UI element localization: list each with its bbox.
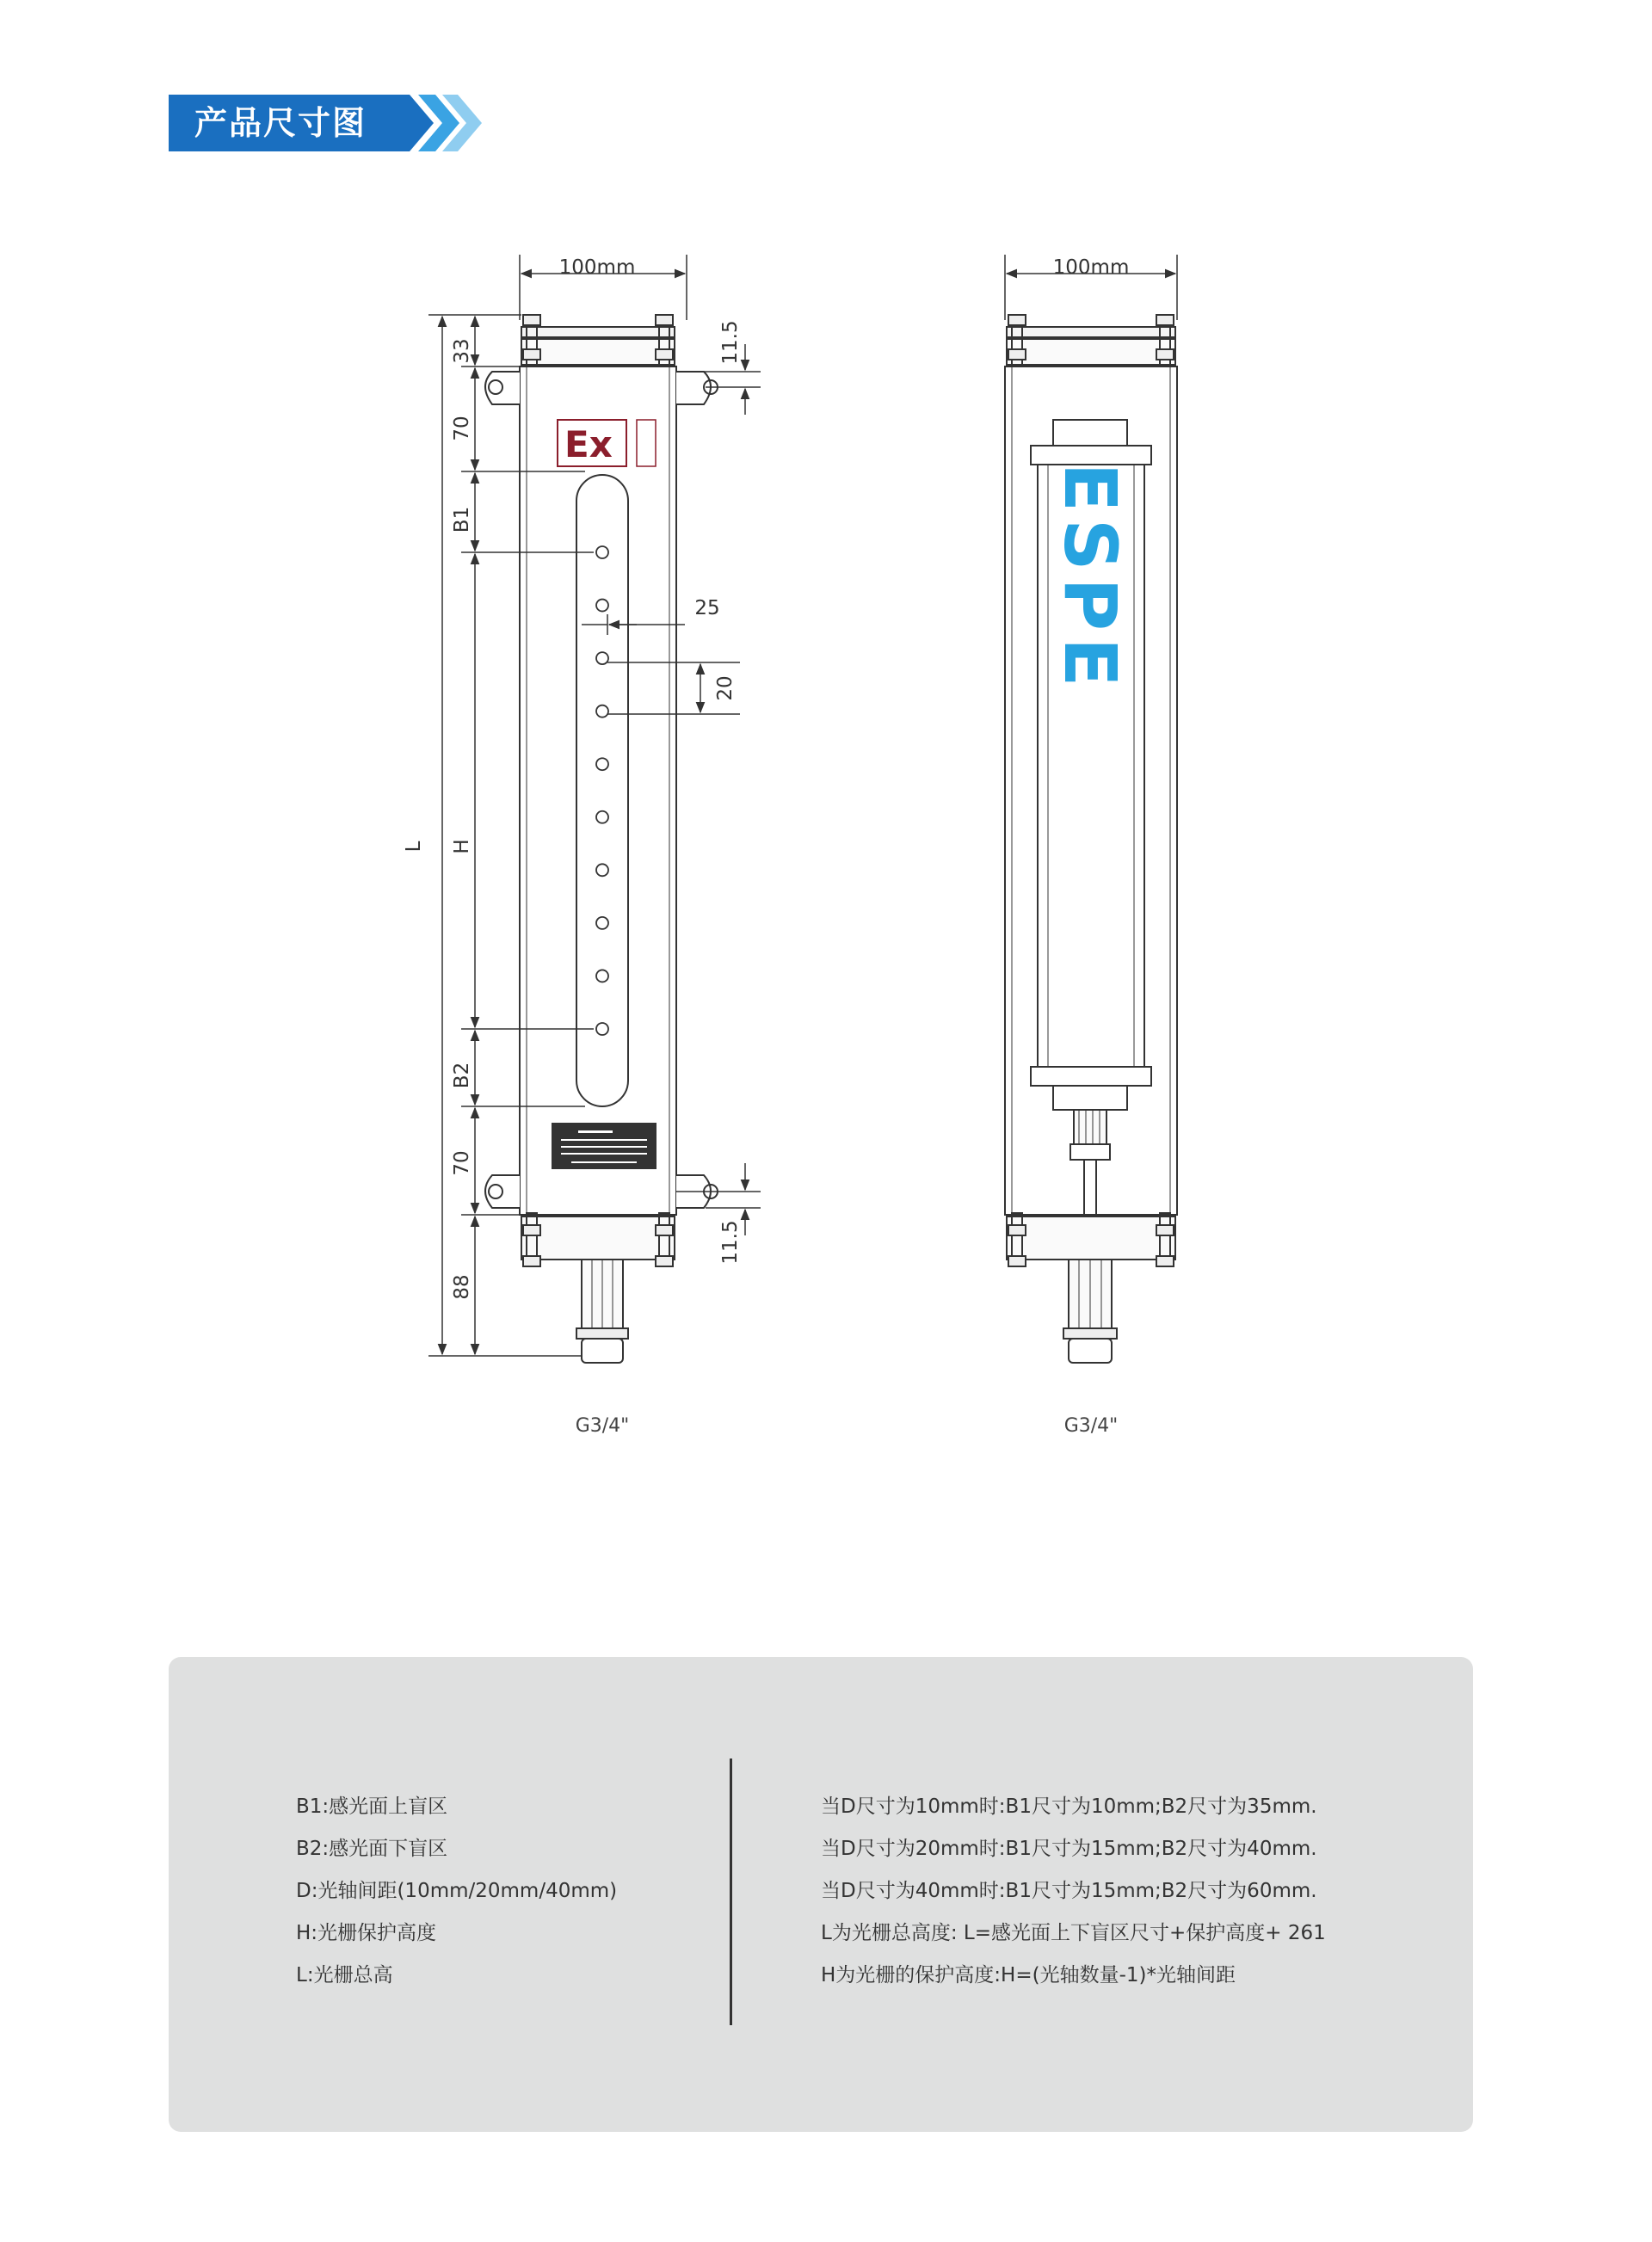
dim-bottom-bracket: 11.5 (719, 1220, 742, 1265)
dim-bottom: 88 (451, 1274, 473, 1300)
left-caption: G3/4" (575, 1415, 630, 1437)
notes-divider (730, 1758, 732, 2025)
beam-hole (596, 864, 608, 876)
beam-hole (596, 546, 608, 558)
beam-hole (596, 970, 608, 982)
right-width-label: 100mm (1052, 256, 1130, 279)
note-d40: 当D尺寸为40mm时:B1尺寸为15mm;B2尺寸为60mm. (821, 1880, 1317, 1902)
note-h-formula: H为光栅的保护高度:H=(光轴数量-1)*光轴间距 (821, 1964, 1236, 1986)
dim-upper-margin: 70 (451, 416, 473, 441)
note-b2: B2:感光面下盲区 (296, 1838, 448, 1860)
dim-b1: B1 (451, 506, 473, 533)
beam-hole (596, 600, 608, 612)
note-b1: B1:感光面上盲区 (296, 1795, 448, 1818)
note-d20: 当D尺寸为20mm时:B1尺寸为15mm;B2尺寸为40mm. (821, 1838, 1317, 1860)
dim-lower-margin: 70 (451, 1150, 473, 1176)
dim-b2: B2 (451, 1062, 473, 1089)
notes-panel (169, 1657, 1473, 2132)
dim-top-bracket: 11.5 (719, 320, 742, 365)
beam-hole (596, 811, 608, 823)
note-l-formula: L为光栅总高度: L=感光面上下盲区尺寸+保护高度+ 261 (821, 1922, 1326, 1944)
beam-hole (596, 705, 608, 718)
dim-total: L (403, 841, 425, 853)
note-l: L:光栅总高 (296, 1964, 393, 1986)
dim-beam-offset: 25 (694, 597, 720, 619)
beam-hole (596, 917, 608, 929)
espe-brand: ESPE (1048, 462, 1132, 694)
dim-h: H (451, 839, 473, 854)
note-h: H:光栅保护高度 (296, 1922, 437, 1944)
notes-right-list (821, 1786, 1326, 1997)
notes-left-list (296, 1786, 617, 1997)
note-d10: 当D尺寸为10mm时:B1尺寸为10mm;B2尺寸为35mm. (821, 1795, 1317, 1818)
beam-hole (596, 652, 608, 664)
ex-mark: Ex (564, 423, 613, 465)
dim-top-cap: 33 (451, 338, 473, 364)
beam-hole (596, 1023, 608, 1035)
section-title: 产品尺寸图 (194, 104, 367, 142)
beam-hole (596, 758, 608, 770)
note-d: D:光轴间距(10mm/20mm/40mm) (296, 1880, 618, 1902)
left-width-label: 100mm (558, 256, 636, 279)
right-caption: G3/4" (1063, 1415, 1119, 1437)
dim-beam-pitch: 20 (714, 675, 737, 701)
